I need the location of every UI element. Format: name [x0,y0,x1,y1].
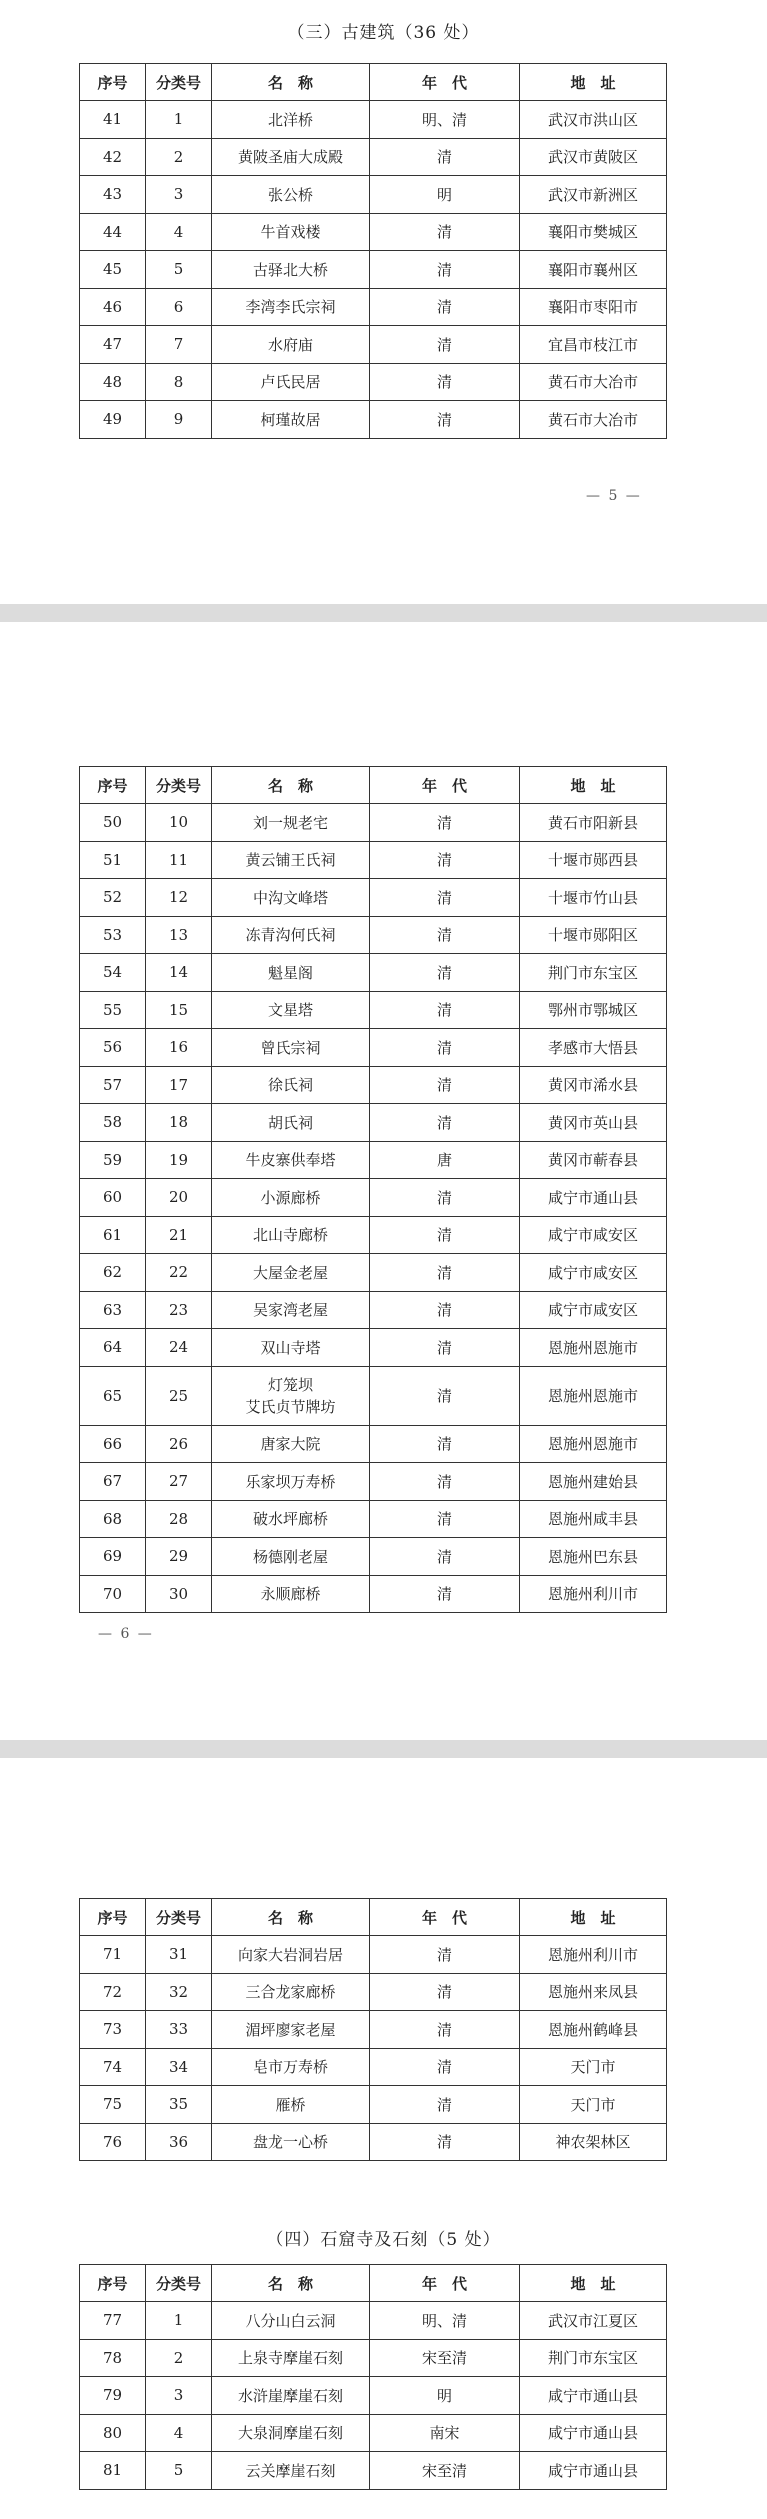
cell-class-no: 8 [146,363,212,401]
table-row [80,1538,667,1576]
cell-index: 56 [80,1029,146,1067]
cell-class-no: 7 [146,326,212,364]
table-row [80,1366,667,1425]
cell-class-no: 32 [146,1973,212,2011]
cell-address: 宜昌市枝江市 [520,326,667,364]
page-5 [0,0,767,604]
cell-name: 曾氏宗祠 [212,1029,370,1067]
cell-class-no: 30 [146,1575,212,1613]
cell-index: 58 [80,1104,146,1142]
cell-era: 清 [370,1366,520,1425]
cell-address: 荆门市东宝区 [520,2339,667,2377]
page-separator [0,1740,767,1758]
table-header-row [80,767,667,804]
table-body [80,2302,667,2490]
cell-era: 清 [370,1973,520,2011]
page-separator [0,604,767,622]
table-ancient-architecture-part3 [79,1898,667,2161]
header-address: 地 址 [520,64,667,101]
cell-class-no: 33 [146,2011,212,2049]
cell-class-no: 23 [146,1291,212,1329]
cell-name: 八分山白云洞 [212,2302,370,2340]
table-body [80,804,667,1613]
cell-index: 52 [80,879,146,917]
header-name: 名 称 [212,64,370,101]
table-row [80,251,667,289]
cell-address: 黄石市大冶市 [520,363,667,401]
cell-class-no: 5 [146,2452,212,2490]
cell-index: 60 [80,1179,146,1217]
table-ancient-architecture-part2 [79,766,667,1613]
table-row [80,916,667,954]
cell-class-no: 21 [146,1216,212,1254]
header-address: 地 址 [520,767,667,804]
cell-address: 咸宁市咸安区 [520,1291,667,1329]
cell-class-no: 2 [146,2339,212,2377]
cell-address: 恩施州咸丰县 [520,1500,667,1538]
cell-class-no: 17 [146,1066,212,1104]
table-row [80,213,667,251]
table-row [80,101,667,139]
table-row [80,991,667,1029]
cell-address: 黄冈市蕲春县 [520,1141,667,1179]
cell-class-no: 3 [146,176,212,214]
cell-address: 十堰市竹山县 [520,879,667,917]
cell-address: 武汉市江夏区 [520,2302,667,2340]
cell-index: 54 [80,954,146,992]
table-row [80,1254,667,1292]
table-row [80,1575,667,1613]
cell-address: 咸宁市通山县 [520,2414,667,2452]
cell-name: 皂市万寿桥 [212,2048,370,2086]
header-era: 年 代 [370,767,520,804]
table-row [80,1029,667,1067]
cell-class-no: 19 [146,1141,212,1179]
cell-class-no: 10 [146,804,212,842]
cell-address: 荆门市东宝区 [520,954,667,992]
cell-name: 破水坪廊桥 [212,1500,370,1538]
cell-class-no: 9 [146,401,212,439]
cell-index: 47 [80,326,146,364]
table-row [80,2377,667,2415]
table-row [80,2452,667,2490]
cell-era: 清 [370,288,520,326]
header-era: 年 代 [370,64,520,101]
cell-index: 65 [80,1366,146,1425]
table-row [80,841,667,879]
header-index: 序号 [80,2265,146,2302]
cell-address: 咸宁市通山县 [520,2452,667,2490]
table-row [80,138,667,176]
section-title-grottoes-stone-carvings: （四）石窟寺及石刻（5 处） [266,2230,501,2250]
cell-name: 黄云铺王氏祠 [212,841,370,879]
cell-era: 清 [370,879,520,917]
table-grottoes-stone-carvings [79,2264,667,2490]
cell-index: 71 [80,1936,146,1974]
cell-name: 大屋金老屋 [212,1254,370,1292]
table-row [80,2339,667,2377]
cell-address: 恩施州来凤县 [520,1973,667,2011]
cell-address: 武汉市黄陂区 [520,138,667,176]
cell-era: 清 [370,1104,520,1142]
cell-name: 水府庙 [212,326,370,364]
cell-era: 清 [370,841,520,879]
table-body [80,101,667,439]
table-row [80,804,667,842]
cell-era: 清 [370,401,520,439]
cell-era: 清 [370,1538,520,1576]
cell-era: 清 [370,1291,520,1329]
cell-address: 黄石市大冶市 [520,401,667,439]
cell-index: 41 [80,101,146,139]
table-row [80,1179,667,1217]
cell-class-no: 36 [146,2123,212,2161]
cell-name: 魁星阁 [212,954,370,992]
table-header-row [80,1899,667,1936]
cell-era: 清 [370,954,520,992]
cell-name: 文星塔 [212,991,370,1029]
cell-index: 42 [80,138,146,176]
table-row [80,2048,667,2086]
cell-address: 十堰市郧西县 [520,841,667,879]
cell-era: 清 [370,2086,520,2124]
cell-address: 武汉市新洲区 [520,176,667,214]
page-number: — 5 — [586,488,642,504]
cell-name: 刘一规老宅 [212,804,370,842]
cell-index: 57 [80,1066,146,1104]
header-name: 名 称 [212,767,370,804]
header-era: 年 代 [370,1899,520,1936]
cell-class-no: 6 [146,288,212,326]
table-row [80,2123,667,2161]
cell-index: 78 [80,2339,146,2377]
cell-era: 清 [370,1936,520,1974]
cell-class-no: 35 [146,2086,212,2124]
cell-index: 74 [80,2048,146,2086]
cell-index: 77 [80,2302,146,2340]
cell-index: 59 [80,1141,146,1179]
cell-name: 卢氏民居 [212,363,370,401]
cell-era: 清 [370,2123,520,2161]
cell-class-no: 15 [146,991,212,1029]
cell-class-no: 18 [146,1104,212,1142]
cell-index: 48 [80,363,146,401]
cell-class-no: 24 [146,1329,212,1367]
cell-era: 清 [370,1216,520,1254]
table-row [80,1291,667,1329]
page-number: — 6 — [98,1626,154,1642]
header-index: 序号 [80,767,146,804]
header-address: 地 址 [520,1899,667,1936]
cell-address: 武汉市洪山区 [520,101,667,139]
cell-index: 49 [80,401,146,439]
table-row [80,1104,667,1142]
cell-name: 胡氏祠 [212,1104,370,1142]
cell-address: 黄冈市英山县 [520,1104,667,1142]
cell-name: 柯瑾故居 [212,401,370,439]
cell-name: 双山寺塔 [212,1329,370,1367]
cell-address: 天门市 [520,2048,667,2086]
cell-index: 44 [80,213,146,251]
table-header-row [80,64,667,101]
table-row [80,954,667,992]
table-row [80,1216,667,1254]
table-row [80,326,667,364]
table-row [80,1500,667,1538]
table-row [80,1066,667,1104]
cell-name: 古驿北大桥 [212,251,370,289]
cell-address: 恩施州利川市 [520,1936,667,1974]
cell-address: 鄂州市鄂城区 [520,991,667,1029]
cell-index: 70 [80,1575,146,1613]
header-name: 名 称 [212,1899,370,1936]
cell-class-no: 5 [146,251,212,289]
cell-era: 清 [370,916,520,954]
cell-name: 湄坪廖家老屋 [212,2011,370,2049]
cell-address: 襄阳市枣阳市 [520,288,667,326]
cell-class-no: 29 [146,1538,212,1576]
cell-name: 大泉洞摩崖石刻 [212,2414,370,2452]
cell-class-no: 34 [146,2048,212,2086]
cell-era: 宋至清 [370,2452,520,2490]
cell-era: 清 [370,1029,520,1067]
cell-era: 清 [370,1254,520,1292]
header-index: 序号 [80,1899,146,1936]
cell-index: 61 [80,1216,146,1254]
cell-era: 清 [370,1463,520,1501]
cell-class-no: 2 [146,138,212,176]
cell-era: 清 [370,1500,520,1538]
cell-class-no: 14 [146,954,212,992]
cell-index: 43 [80,176,146,214]
cell-era: 清 [370,138,520,176]
cell-name: 张公桥 [212,176,370,214]
cell-class-no: 12 [146,879,212,917]
cell-name: 北洋桥 [212,101,370,139]
cell-index: 62 [80,1254,146,1292]
table-body [80,1936,667,2161]
cell-class-no: 3 [146,2377,212,2415]
cell-era: 清 [370,2011,520,2049]
cell-era: 清 [370,363,520,401]
cell-address: 恩施州巴东县 [520,1538,667,1576]
table-row [80,1936,667,1974]
header-class-no: 分类号 [146,64,212,101]
cell-address: 襄阳市樊城区 [520,213,667,251]
cell-address: 孝感市大悟县 [520,1029,667,1067]
cell-class-no: 28 [146,1500,212,1538]
cell-class-no: 11 [146,841,212,879]
cell-index: 64 [80,1329,146,1367]
cell-name: 北山寺廊桥 [212,1216,370,1254]
cell-address: 天门市 [520,2086,667,2124]
cell-class-no: 26 [146,1425,212,1463]
cell-era: 清 [370,213,520,251]
cell-era: 唐 [370,1141,520,1179]
cell-class-no: 1 [146,101,212,139]
header-class-no: 分类号 [146,767,212,804]
cell-era: 清 [370,1575,520,1613]
table-row [80,363,667,401]
cell-era: 清 [370,1425,520,1463]
table-row [80,1425,667,1463]
cell-index: 80 [80,2414,146,2452]
cell-address: 咸宁市咸安区 [520,1254,667,1292]
cell-name: 雁桥 [212,2086,370,2124]
cell-address: 襄阳市襄州区 [520,251,667,289]
table-row [80,288,667,326]
table-row [80,1463,667,1501]
cell-name: 乐家坝万寿桥 [212,1463,370,1501]
cell-index: 75 [80,2086,146,2124]
cell-index: 53 [80,916,146,954]
cell-name: 牛皮寨供奉塔 [212,1141,370,1179]
cell-name: 水浒崖摩崖石刻 [212,2377,370,2415]
table-header-row [80,2265,667,2302]
table-row [80,176,667,214]
cell-index: 76 [80,2123,146,2161]
cell-name: 向家大岩洞岩居 [212,1936,370,1974]
cell-index: 79 [80,2377,146,2415]
cell-index: 68 [80,1500,146,1538]
cell-class-no: 13 [146,916,212,954]
header-name: 名 称 [212,2265,370,2302]
cell-class-no: 27 [146,1463,212,1501]
cell-name: 灯笼坝 艾氏贞节牌坊 [212,1366,370,1425]
cell-class-no: 1 [146,2302,212,2340]
cell-era: 明 [370,176,520,214]
cell-name: 牛首戏楼 [212,213,370,251]
cell-address: 恩施州利川市 [520,1575,667,1613]
header-era: 年 代 [370,2265,520,2302]
cell-index: 72 [80,1973,146,2011]
cell-name: 中沟文峰塔 [212,879,370,917]
cell-era: 宋至清 [370,2339,520,2377]
cell-name: 唐家大院 [212,1425,370,1463]
cell-class-no: 16 [146,1029,212,1067]
table-row [80,879,667,917]
cell-address: 神农架林区 [520,2123,667,2161]
cell-index: 45 [80,251,146,289]
cell-name: 黄陂圣庙大成殿 [212,138,370,176]
cell-address: 黄冈市浠水县 [520,1066,667,1104]
header-index: 序号 [80,64,146,101]
cell-index: 46 [80,288,146,326]
cell-address: 十堰市郧阳区 [520,916,667,954]
table-row [80,2086,667,2124]
cell-era: 南宋 [370,2414,520,2452]
table-row [80,401,667,439]
cell-address: 黄石市阳新县 [520,804,667,842]
cell-era: 清 [370,326,520,364]
cell-name: 李湾李氏宗祠 [212,288,370,326]
page-6 [0,622,767,1740]
cell-name: 徐氏祠 [212,1066,370,1104]
cell-index: 67 [80,1463,146,1501]
cell-name: 上泉寺摩崖石刻 [212,2339,370,2377]
cell-index: 73 [80,2011,146,2049]
cell-era: 清 [370,2048,520,2086]
cell-era: 明、清 [370,101,520,139]
cell-era: 清 [370,251,520,289]
cell-era: 清 [370,1179,520,1217]
cell-name: 云关摩崖石刻 [212,2452,370,2490]
section-title-ancient-architecture: （三）古建筑（36 处） [287,23,480,43]
cell-index: 63 [80,1291,146,1329]
page-7 [0,1758,767,2519]
cell-era: 清 [370,804,520,842]
cell-address: 咸宁市通山县 [520,1179,667,1217]
cell-index: 51 [80,841,146,879]
cell-name: 盘龙一心桥 [212,2123,370,2161]
cell-index: 55 [80,991,146,1029]
cell-name: 小源廊桥 [212,1179,370,1217]
header-address: 地 址 [520,2265,667,2302]
cell-address: 恩施州建始县 [520,1463,667,1501]
table-row [80,2414,667,2452]
table-ancient-architecture-part1 [79,63,667,439]
cell-class-no: 20 [146,1179,212,1217]
cell-address: 咸宁市咸安区 [520,1216,667,1254]
cell-index: 50 [80,804,146,842]
cell-era: 明 [370,2377,520,2415]
cell-era: 清 [370,1329,520,1367]
table-row [80,1141,667,1179]
cell-era: 清 [370,991,520,1029]
cell-era: 清 [370,1066,520,1104]
cell-name: 吴家湾老屋 [212,1291,370,1329]
cell-name: 冻青沟何氏祠 [212,916,370,954]
cell-name: 三合龙家廊桥 [212,1973,370,2011]
cell-index: 66 [80,1425,146,1463]
cell-class-no: 25 [146,1366,212,1425]
table-row [80,1973,667,2011]
cell-address: 恩施州鹤峰县 [520,2011,667,2049]
cell-address: 恩施州恩施市 [520,1366,667,1425]
header-class-no: 分类号 [146,1899,212,1936]
cell-index: 81 [80,2452,146,2490]
cell-class-no: 22 [146,1254,212,1292]
header-class-no: 分类号 [146,2265,212,2302]
cell-name: 杨德刚老屋 [212,1538,370,1576]
table-row [80,2302,667,2340]
cell-class-no: 31 [146,1936,212,1974]
cell-address: 恩施州恩施市 [520,1425,667,1463]
cell-era: 明、清 [370,2302,520,2340]
cell-class-no: 4 [146,213,212,251]
cell-address: 恩施州恩施市 [520,1329,667,1367]
cell-address: 咸宁市通山县 [520,2377,667,2415]
cell-class-no: 4 [146,2414,212,2452]
cell-index: 69 [80,1538,146,1576]
table-row [80,2011,667,2049]
cell-name: 永顺廊桥 [212,1575,370,1613]
table-row [80,1329,667,1367]
